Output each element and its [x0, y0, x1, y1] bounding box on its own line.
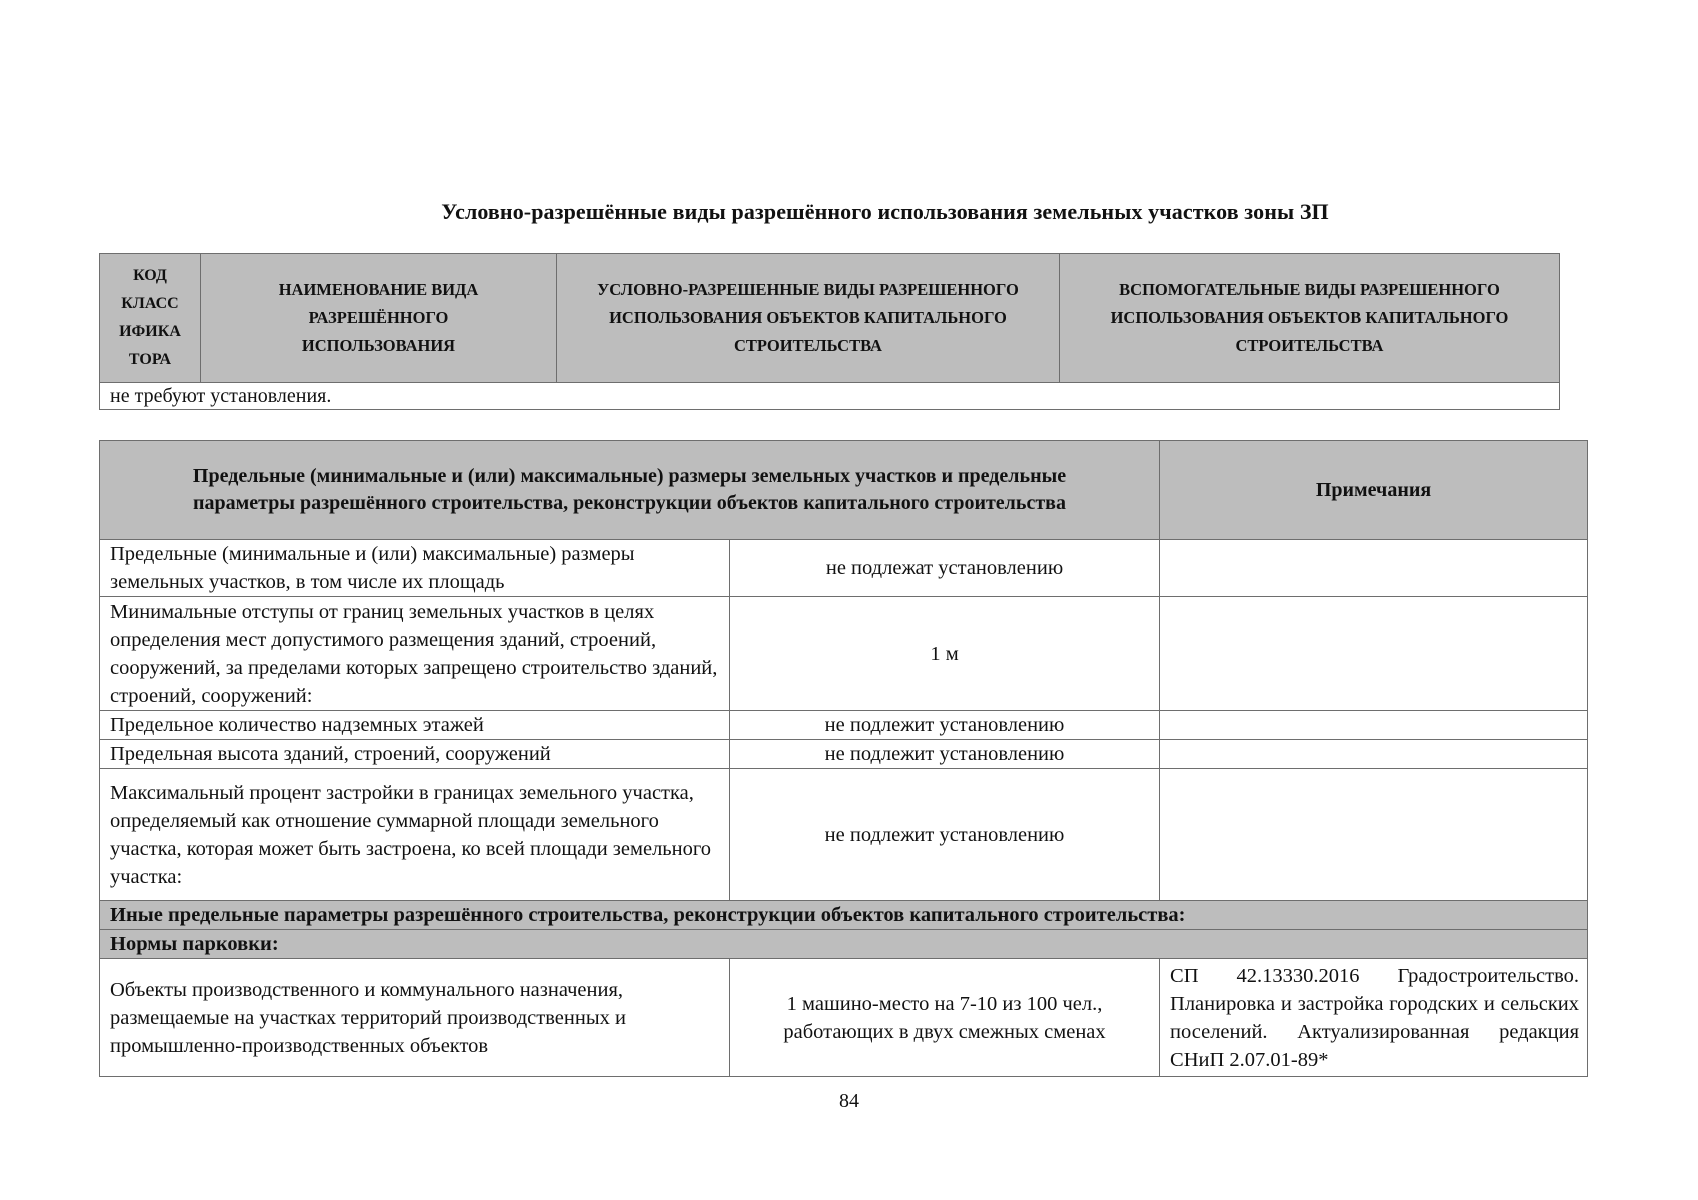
parking-object-label: Объекты производственного и коммунального назначения, размещаемые на участках территорий производственных и промышленно-производственных объектов	[100, 959, 730, 1077]
param-note	[1160, 711, 1588, 740]
table-row	[100, 769, 1588, 901]
table-row	[100, 740, 1588, 769]
header-code: КОД КЛАСС ИФИКА ТОРА	[100, 254, 201, 383]
param-note	[1160, 740, 1588, 769]
section-row	[100, 930, 1588, 959]
param-value: не подлежат установлению	[730, 540, 1160, 597]
header-parameters: Предельные (минимальные и (или) максимальные) размеры земельных участков и предельные параметры разрешённого строительства, реконструкции объектов капитального строительства	[100, 441, 1160, 540]
param-value: 1 м	[730, 597, 1160, 711]
param-value: не подлежит установлению	[730, 711, 1160, 740]
param-note	[1160, 597, 1588, 711]
param-label: Предельное количество надземных этажей	[100, 711, 730, 740]
table-header-row	[100, 254, 1560, 383]
param-note	[1160, 540, 1588, 597]
page-number: 84	[839, 1090, 859, 1112]
uses-note: не требуют установления.	[100, 383, 1560, 410]
param-note	[1160, 769, 1588, 901]
parameters-table	[99, 440, 1588, 1077]
param-label: Максимальный процент застройки в границах земельного участка, определяемый как отношение суммарной площади земельного участка, которая может быть застроена, ко всей площади земельного участка:	[100, 769, 730, 901]
header-notes: Примечания	[1160, 441, 1588, 540]
document-title: Условно-разрешённые виды разрешённого использования земельных участков зоны ЗП	[441, 199, 1329, 224]
header-auxiliary-uses: ВСПОМОГАТЕЛЬНЫЕ ВИДЫ РАЗРЕШЕННОГО ИСПОЛЬЗОВАНИЯ ОБЪЕКТОВ КАПИТАЛЬНОГО СТРОИТЕЛЬСТВА	[1060, 254, 1560, 383]
param-label: Предельные (минимальные и (или) максимальные) размеры земельных участков, в том числе их площадь	[100, 540, 730, 597]
table-row	[100, 597, 1588, 711]
table-row	[100, 383, 1560, 410]
table-row	[100, 711, 1588, 740]
section-other-parameters: Иные предельные параметры разрешённого строительства, реконструкции объектов капитального строительства:	[100, 901, 1588, 930]
parking-norm-reference: СП 42.13330.2016 Градостроительство. Планировка и застройка городских и сельских поселений. Актуализированная редакция СНиП 2.07.01-89*	[1160, 959, 1588, 1077]
table-row	[100, 959, 1588, 1077]
param-value: не подлежит установлению	[730, 740, 1160, 769]
param-value: не подлежит установлению	[730, 769, 1160, 901]
header-use-name: НАИМЕНОВАНИЕ ВИДА РАЗРЕШЁННОГО ИСПОЛЬЗОВАНИЯ	[201, 254, 557, 383]
permitted-uses-table	[99, 253, 1560, 410]
param-label: Предельная высота зданий, строений, сооружений	[100, 740, 730, 769]
param-label: Минимальные отступы от границ земельных участков в целях определения мест допустимого размещения зданий, строений, сооружений, за пределами которых запрещено строительство зданий, строений, сооружений:	[100, 597, 730, 711]
header-conditional-uses: УСЛОВНО-РАЗРЕШЕННЫЕ ВИДЫ РАЗРЕШЕННОГО ИСПОЛЬЗОВАНИЯ ОБЪЕКТОВ КАПИТАЛЬНОГО СТРОИТЕЛЬСТВА	[557, 254, 1060, 383]
parking-norm-value: 1 машино-место на 7-10 из 100 чел., работающих в двух смежных сменах	[730, 959, 1160, 1077]
section-row	[100, 901, 1588, 930]
table-row	[100, 540, 1588, 597]
section-parking-norms: Нормы парковки:	[100, 930, 1588, 959]
table-header-row	[100, 441, 1588, 540]
